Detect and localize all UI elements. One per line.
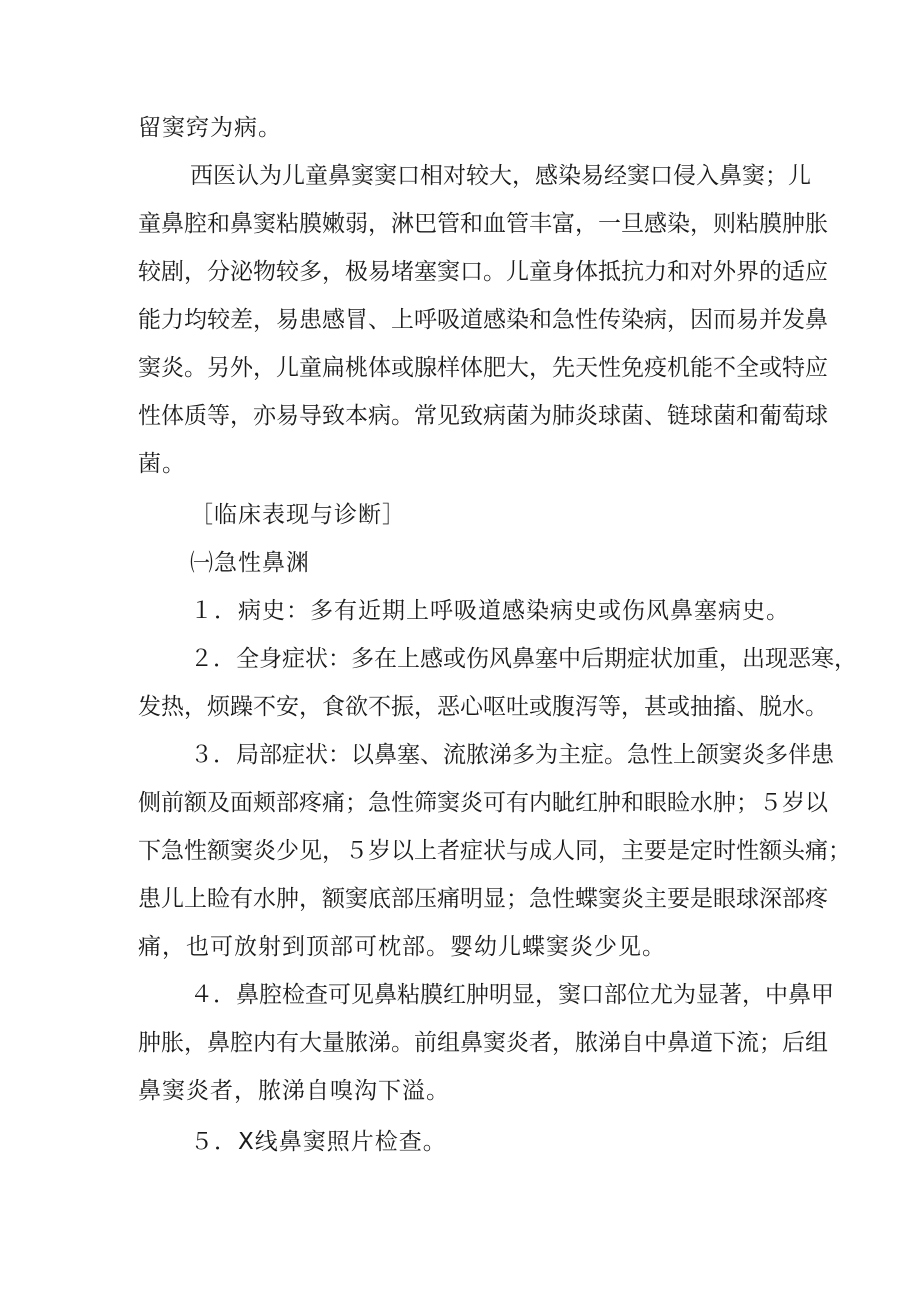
text-line: 发热，烦躁不安，食欲不振，恶心呕吐或腹泻等，甚或抽搐、脱水。 [138,694,828,720]
section-heading: ［临床表现与诊断］ [190,502,406,528]
text-line: 肿胀，鼻腔内有大量脓涕。前组鼻窦炎者，脓涕自中鼻道下流；后组 [138,1030,828,1056]
list-item: １．病史：多有近期上呼吸道感染病史或伤风鼻塞病史。 [190,598,790,624]
text-line: 患儿上睑有水肿，额窦底部压痛明显；急性蝶窦炎主要是眼球深部疼 [138,886,828,912]
text-line: 痛，也可放射到顶部可枕部。婴幼儿蝶窦炎少见。 [138,934,666,960]
text-line: 侧前额及面颊部疼痛；急性筛窦炎可有内眦红肿和眼睑水肿；５岁以 [138,790,828,816]
text-line: 菌。 [138,451,186,477]
text-line: 能力均较差，易患感冒、上呼吸道感染和急性传染病，因而易并发鼻 [138,307,828,333]
text-line: 窦炎。另外，儿童扁桃体或腺样体肥大，先天性免疫机能不全或特应 [138,355,828,381]
text-line: 西医认为儿童鼻窦窦口相对较大，感染易经窦口侵入鼻窦；儿 [190,163,811,189]
text-line: 下急性额窦炎少见，５岁以上者症状与成人同，主要是定时性额头痛； [138,838,851,864]
list-item: ４．鼻腔检查可见鼻粘膜红肿明显，窦口部位尤为显著，中鼻甲 [190,982,834,1008]
text-line: 留窦窍为病。 [138,115,282,141]
list-item: ５．X线鼻窦照片检查。 [190,1129,447,1155]
text-line: 性体质等，亦易导致本病。常见致病菌为肺炎球菌、链球菌和葡萄球 [138,403,828,429]
text-line: 童鼻腔和鼻窦粘膜嫩弱，淋巴管和血管丰富，一旦感染，则粘膜肿胀 [138,211,828,237]
subsection-heading: ㈠急性鼻渊 [190,550,310,576]
list-item: ２．全身症状：多在上感或伤风鼻塞中后期症状加重，出现恶寒， [190,646,857,672]
list-item: ３．局部症状：以鼻塞、流脓涕多为主症。急性上颌窦炎多伴患 [190,742,834,768]
text-line: 鼻窦炎者，脓涕自嗅沟下溢。 [138,1078,450,1104]
text-line: 较剧，分泌物较多，极易堵塞窦口。儿童身体抵抗力和对外界的适应 [138,259,828,285]
